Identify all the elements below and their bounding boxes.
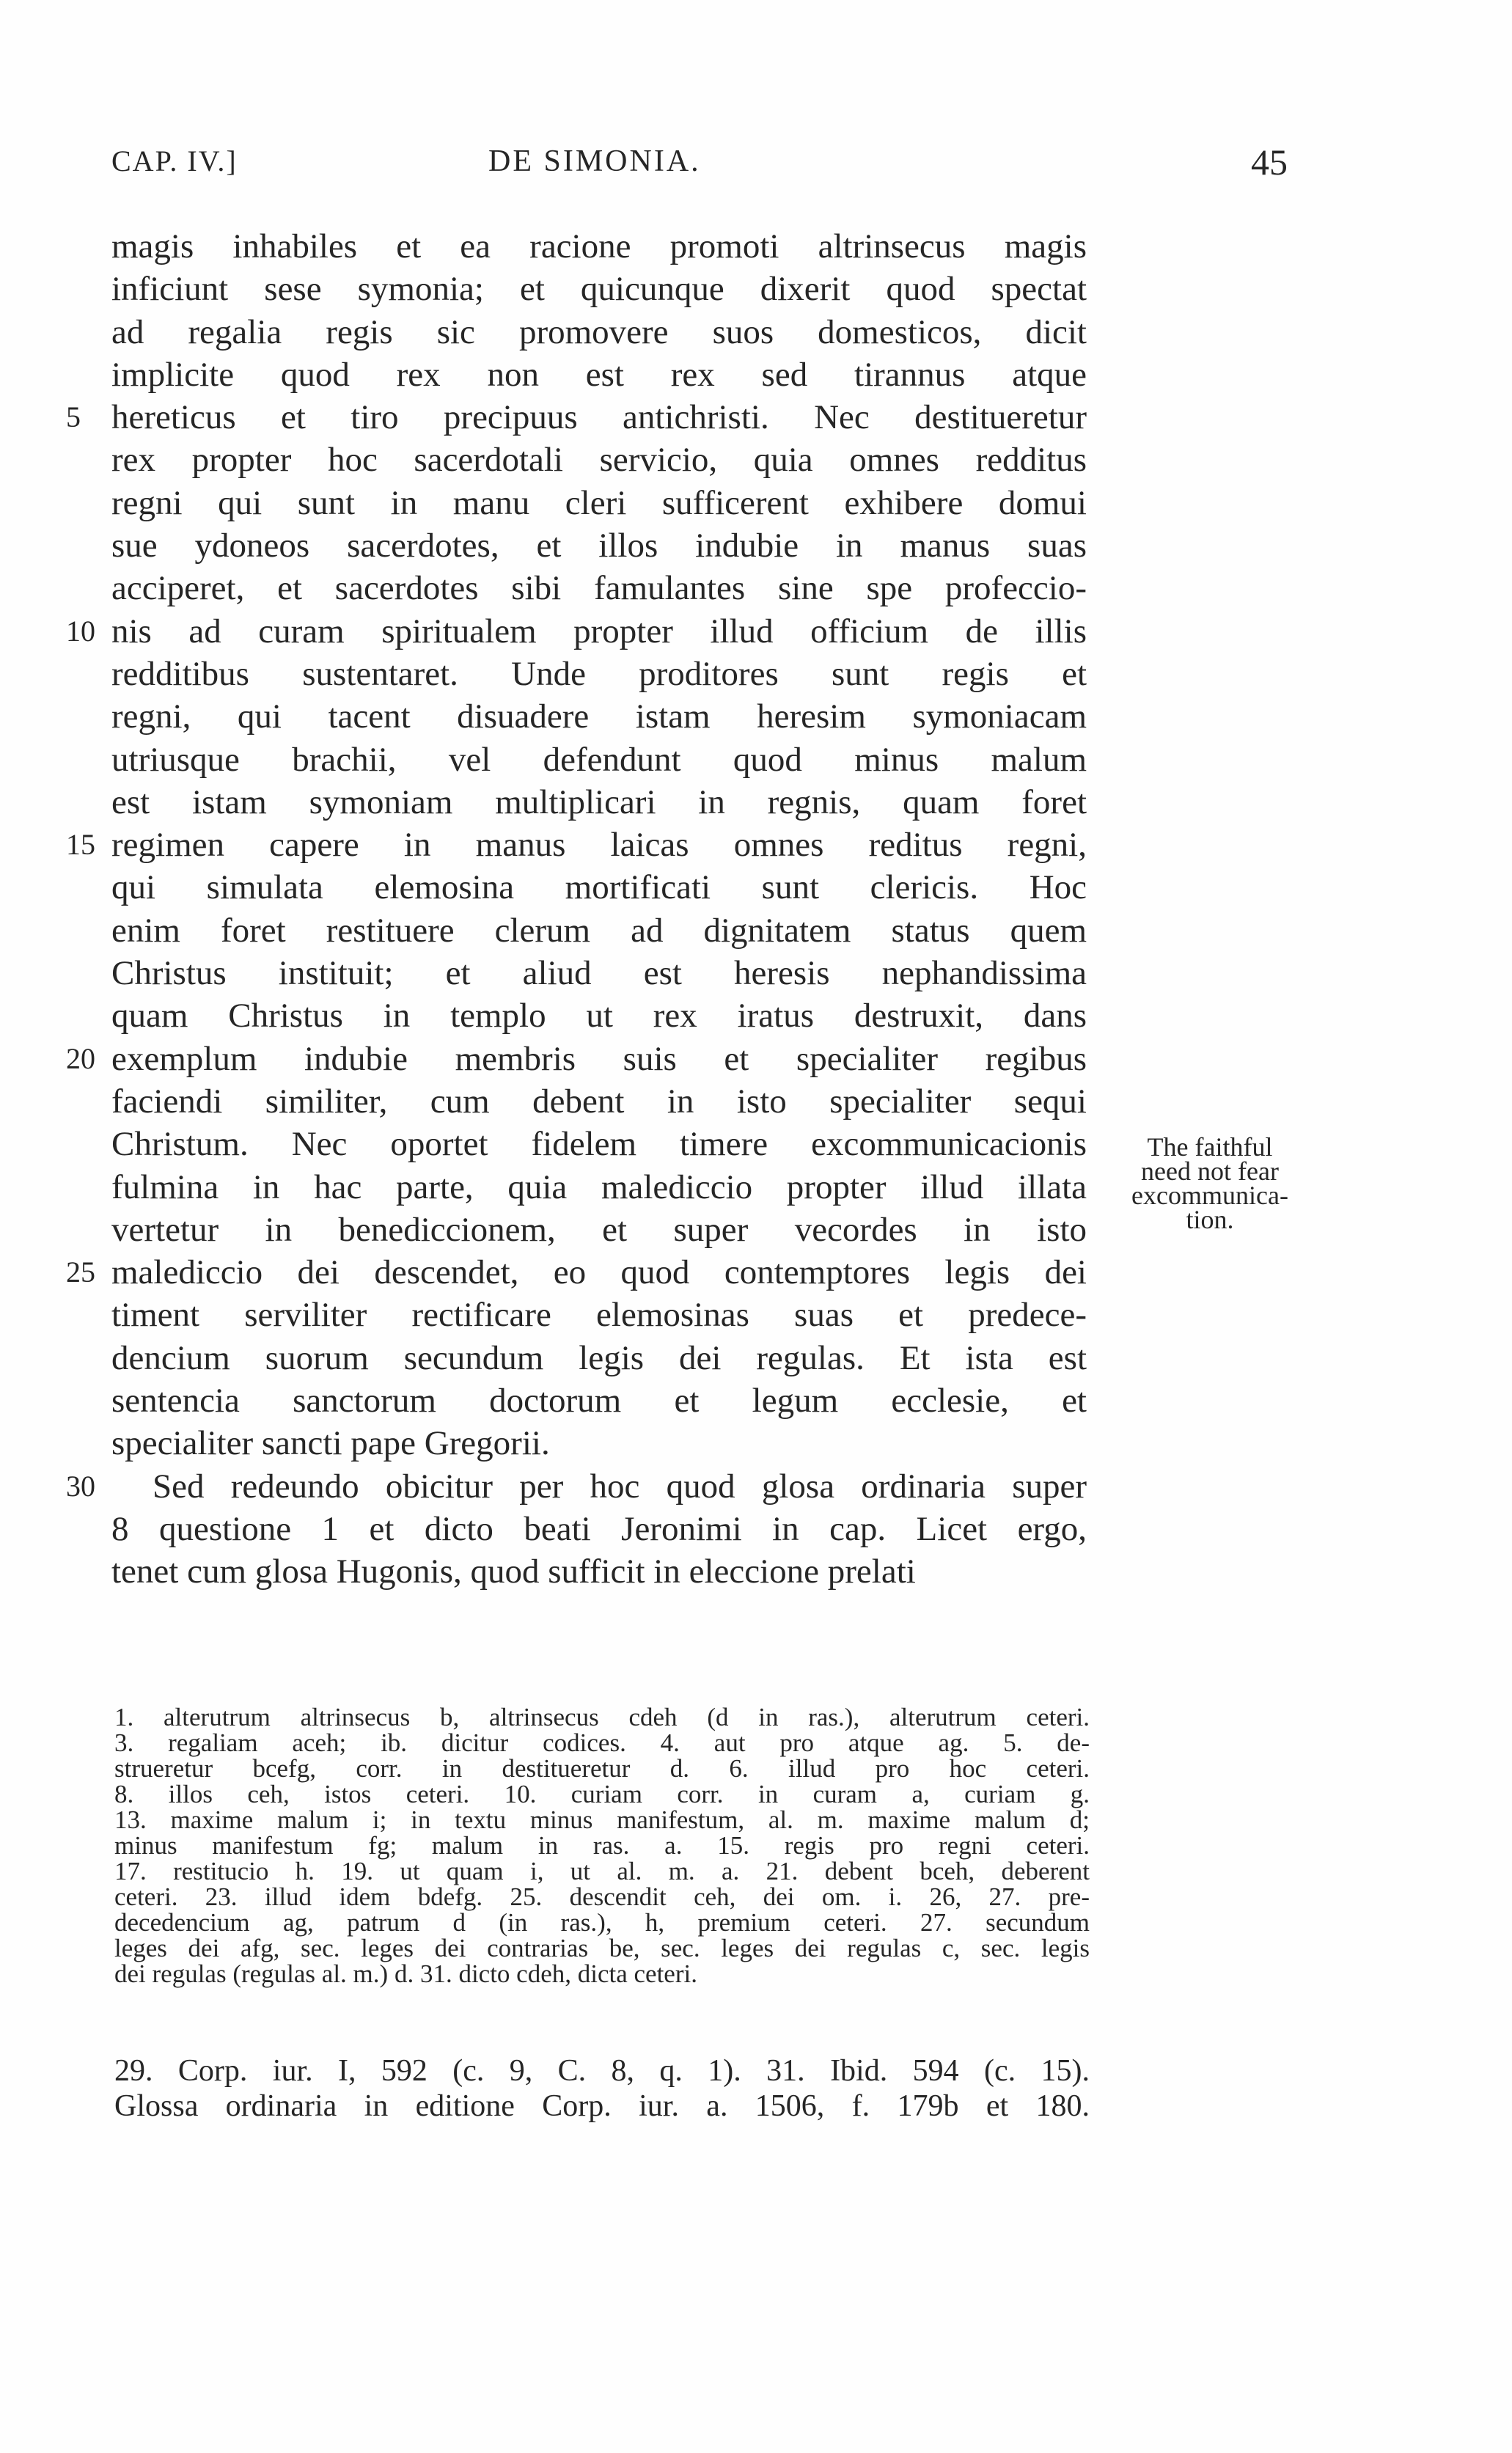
text-line — [66, 1465, 1087, 1508]
text-line — [111, 482, 1087, 524]
source-line: Glossa ordinaria in editione Corp. iur. a. 1506, f. 179b et 180. — [114, 2089, 1090, 2123]
line-text: tenet cum glosa Hugonis, quod sufficit in eleccione prelati — [111, 1552, 916, 1591]
line-text: dencium suorum secundum legis dei regulas. Et ista est — [111, 1338, 1087, 1377]
text-line — [111, 866, 1087, 909]
footnote-line: ceteri. 23. illud idem bdefg. 25. descendit ceh, dei om. i. 26, 27. pre- — [114, 1882, 1090, 1911]
footnote-line: decedencium ag, patrum d (in ras.), h, premium ceteri. 27. secundum — [114, 1908, 1090, 1937]
line-text: hereticus et tiro precipuus antichristi. Nec destitueretur — [111, 398, 1087, 437]
line-text: regni qui sunt in manu cleri sufficerent exhibere domui — [111, 483, 1087, 522]
text-line — [111, 738, 1087, 781]
text-line — [66, 396, 1087, 439]
line-text: Sed redeundo obicitur per hoc quod glosa ordinaria super — [153, 1467, 1087, 1506]
line-text: qui simulata elemosina mortificati sunt clericis. Hoc — [111, 868, 1087, 907]
margin-note-line: need not fear — [1141, 1156, 1279, 1186]
line-number: 30 — [66, 1469, 95, 1503]
line-text: sue ydoneos sacerdotes, et illos indubie in manus suas — [111, 527, 1087, 565]
text-line — [111, 1209, 1087, 1251]
line-text: rex propter hoc sacerdotali servicio, quia omnes redditus — [111, 441, 1087, 480]
text-line — [66, 610, 1087, 653]
page-number: 45 — [1251, 142, 1288, 183]
text-line — [111, 695, 1087, 738]
text-line — [111, 225, 1087, 268]
text-line — [111, 952, 1087, 994]
line-text: magis inhabiles et ea racione promoti altrinsecus magis — [111, 227, 1087, 265]
text-line — [66, 1038, 1087, 1080]
margin-note-line: The faithful — [1147, 1132, 1273, 1162]
text-line — [111, 909, 1087, 952]
line-text: malediccio dei descendet, eo quod contemptores legis dei — [111, 1253, 1087, 1292]
text-line — [111, 1123, 1087, 1165]
line-text: faciendi similiter, cum debent in isto specialiter sequi — [111, 1082, 1087, 1121]
line-text: acciperet, et sacerdotes sibi famulantes sine spe profeccio- — [111, 569, 1087, 608]
line-text: timent serviliter rectificare elemosinas suas et predece- — [111, 1296, 1087, 1335]
text-line — [111, 524, 1087, 567]
line-text: regimen capere in manus laicas omnes reditus regni, — [111, 826, 1087, 865]
margin-note-line: excommunica- — [1131, 1181, 1288, 1210]
line-number: 25 — [66, 1255, 95, 1289]
footnote-line: 3. regaliam aceh; ib. dicitur codices. 4. aut pro atque ag. 5. de- — [114, 1728, 1090, 1757]
line-text: redditibus sustentaret. Unde proditores sunt regis et — [111, 654, 1087, 693]
line-text: utriusque brachii, vel defendunt quod minus malum — [111, 740, 1087, 779]
line-text: Christum. Nec oportet fidelem timere excommunicacionis — [111, 1125, 1087, 1164]
line-number: 5 — [66, 400, 81, 434]
line-text: sentencia sanctorum doctorum et legum ecclesie, et — [111, 1382, 1087, 1420]
line-text: enim foret restituere clerum ad dignitatem status quem — [111, 911, 1087, 950]
running-title: DE SIMONIA. — [488, 144, 701, 178]
text-line — [111, 1337, 1087, 1379]
line-text: specialiter sancti pape Gregorii. — [111, 1424, 550, 1463]
line-text: regni, qui tacent disuadere istam heresim symoniacam — [111, 697, 1087, 736]
margin-note-line: tion. — [1186, 1205, 1234, 1234]
text-line — [111, 1166, 1087, 1209]
text-line — [111, 353, 1087, 396]
footnote-line: leges dei afg, sec. leges dei contrarias be, sec. leges dei regulas c, sec. legis — [114, 1934, 1090, 1962]
line-text: ad regalia regis sic promovere suos domesticos, dicit — [111, 312, 1087, 351]
footnote-line: 8. illos ceh, istos ceteri. 10. curiam corr. in curam a, curiam g. — [114, 1780, 1090, 1808]
text-line — [111, 311, 1087, 353]
text-line — [111, 1508, 1087, 1550]
text-line — [111, 567, 1087, 609]
margin-note — [1100, 1132, 1320, 1234]
text-line — [111, 1379, 1087, 1422]
footnote-line: 1. alterutrum altrinsecus b, altrinsecus cdeh (d in ras.), alterutrum ceteri. — [114, 1703, 1090, 1731]
line-text: est istam symoniam multiplicari in regnis, quam foret — [111, 782, 1087, 821]
running-header — [0, 144, 1512, 195]
source-line: 29. Corp. iur. I, 592 (c. 9, C. 8, q. 1). 31. Ibid. 594 (c. 15). — [114, 2054, 1090, 2088]
footnote-line: strueretur bcefg, corr. in destitueretur d. 6. illud pro hoc ceteri. — [114, 1754, 1090, 1783]
text-line — [66, 1251, 1087, 1294]
line-text: nis ad curam spiritualem propter illud officium de illis — [111, 612, 1087, 650]
footnote-line: dei regulas (regulas al. m.) d. 31. dicto cdeh, dicta ceteri. — [114, 1959, 697, 1988]
line-text: inficiunt sese symonia; et quicunque dixerit quod spectat — [111, 270, 1087, 309]
text-line — [111, 1294, 1087, 1336]
text-line — [111, 994, 1087, 1037]
line-text: vertetur in benediccionem, et super vecordes in isto — [111, 1210, 1087, 1249]
footnote-line: 17. restitucio h. 19. ut quam i, ut al. m. a. 21. debent bceh, deberent — [114, 1857, 1090, 1885]
main-text — [66, 225, 1087, 1594]
source-references — [114, 2053, 1090, 2124]
text-line — [111, 268, 1087, 310]
text-line — [111, 1422, 1087, 1464]
variant-readings-apparatus — [114, 1704, 1090, 1987]
line-number: 10 — [66, 614, 95, 648]
text-line — [66, 824, 1087, 866]
footnote-line: 13. maxime malum i; in textu minus manifestum, al. m. maxime malum d; — [114, 1805, 1090, 1834]
text-line — [111, 439, 1087, 481]
text-line — [111, 653, 1087, 695]
text-line — [111, 1080, 1087, 1123]
line-text: quam Christus in templo ut rex iratus destruxit, dans — [111, 997, 1087, 1035]
line-number: 20 — [66, 1041, 95, 1075]
line-text: Christus instituit; et aliud est heresis nephandissima — [111, 954, 1087, 993]
text-line — [111, 1550, 1087, 1593]
footnote-line: minus manifestum fg; malum in ras. a. 15. regis pro regni ceteri. — [114, 1831, 1090, 1860]
line-number: 15 — [66, 828, 95, 862]
line-text: exemplum indubie membris suis et specialiter regibus — [111, 1039, 1087, 1078]
line-text: fulmina in hac parte, quia malediccio propter illud illata — [111, 1167, 1087, 1206]
line-text: implicite quod rex non est rex sed tirannus atque — [111, 355, 1087, 394]
line-text: 8 questione 1 et dicto beati Jeronimi in cap. Licet ergo, — [111, 1509, 1087, 1548]
chapter-label: CAP. IV.] — [111, 144, 238, 177]
text-line — [111, 781, 1087, 824]
